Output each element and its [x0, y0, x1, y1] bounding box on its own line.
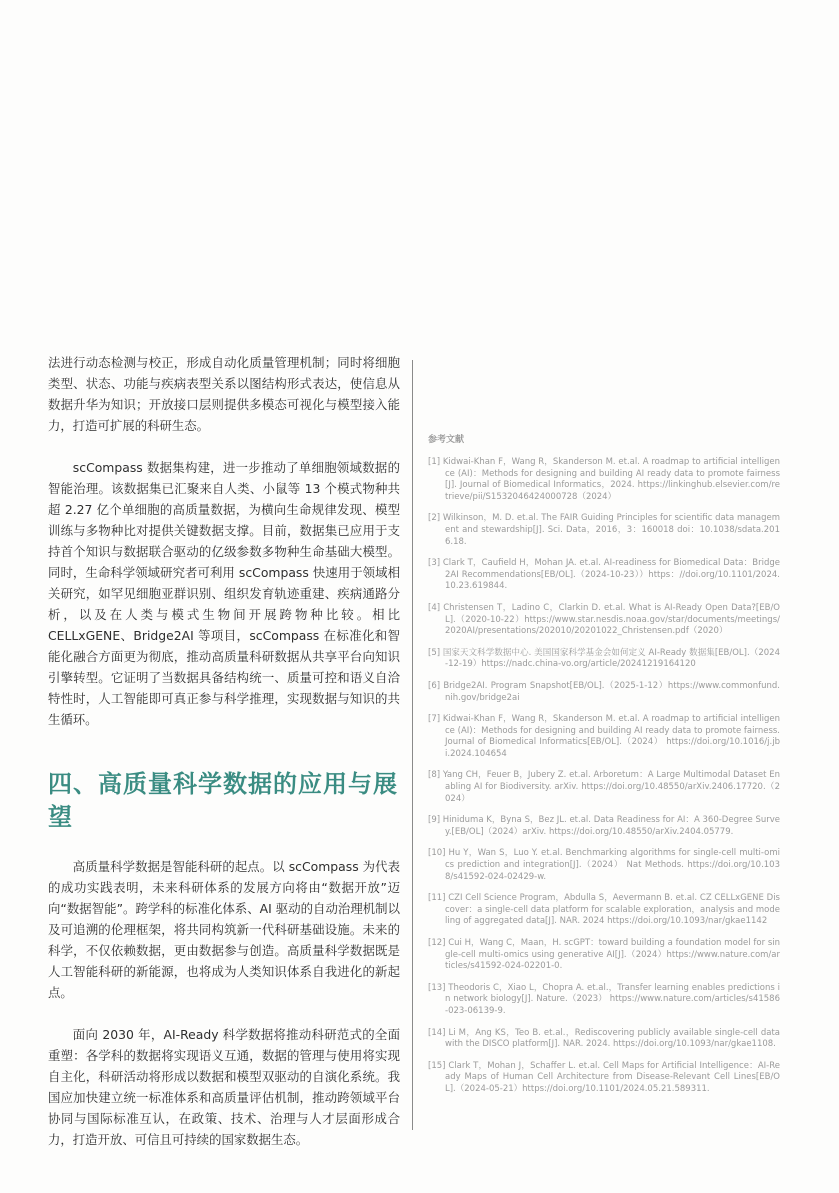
- reference-item: [11] CZI Cell Science Program，Abdulla S，Aevermann B. et.al. CZ CELLxGENE Discover：a single-cell data platform for scalable exploration，analysis and modeling of aggregated data[J]. NAR. 2024 https://doi.org/10.1093/nar/gkae1142: [428, 893, 780, 927]
- section-heading: 四、高质量科学数据的应用与展望: [48, 770, 398, 831]
- reference-item: [7] Kidwai-Khan F，Wang R，Skanderson M. et.al. A roadmap to artificial intelligence (AI)：Methods for designing and building AI ready data to promote fairness. Journal of Biomedical Informatics[EB/OL].（2024） https://doi.org/10.1016/j.jbi.2024.104654: [428, 714, 780, 759]
- reference-item: [8] Yang CH，Feuer B，Jubery Z. et.al. Arboretum：A Large Multimodal Dataset Enabling AI for Biodiversity. arXiv. https://doi.org/10.48550/arXiv.2406.17720.（2024）: [428, 770, 780, 804]
- body-paragraph-4: 面向 2030 年，AI-Ready 科学数据将推动科研范式的全面重塑：各学科的数据将实现语义互通，数据的管理与使用将实现自主化，科研活动将形成以数据和模型双驱动的自演化系统。我国应加快建立统一标准体系和高质量评估机制，推动跨领域平台协同与国际标准互认，在政策、技术、治理与人才层面形成合力，打造开放、可信且可持续的国家数据生态。: [48, 1027, 400, 1147]
- reference-item: [3] Clark T，Caufield H，Mohan JA. et.al. AI-readiness for Biomedical Data：Bridge2AI Recommendations[EB/OL].（2024-10-23））https：//doi.org/10.1101/2024.10.23.619844.: [428, 558, 780, 592]
- reference-item: [10] Hu Y，Wan S，Luo Y. et.al. Benchmarking algorithms for single-cell multi-omics prediction and integration[J].（2024） Nat Methods. https://doi.org/10.1038/s41592-024-02429-w.: [428, 848, 780, 882]
- reference-item: [12] Cui H，Wang C，Maan，H. scGPT：toward building a foundation model for single-cell multi-omics using generative AI[J].（2024）https://www.nature.com/articles/s41592-024-02201-0.: [428, 938, 780, 972]
- body-paragraph-3: 高质量科学数据是智能科研的起点。以 scCompass 为代表的成功实践表明，未来科研体系的发展方向将由“数据开放”迈向“数据智能”。跨学科的标准化体系、AI 驱动的自动治理机制以及可追溯的伦理框架，将共同构筑新一代科研基础设施。未来的科学，不仅依赖数据，更由数据参与创造。高质量科学数据既是人工智能科研的新能源，也将成为人类知识体系自我进化的新起点。: [48, 859, 400, 1000]
- reference-item: [4] Christensen T，Ladino C，Clarkin D. et.al. What is AI-Ready Open Data?[EB/OL].（2020-10-22）https://www.star.nesdis.noaa.gov/star/documents/meetings/2020AI/presentations/202010/20201022_Christensen.pdf（2020）: [428, 602, 780, 637]
- main-text-column: [48, 352, 400, 1150]
- reference-item: [13] Theodoris C，Xiao L，Chopra A. et.al.，Transfer learning enables predictions in network biology[J]. Nature.（2023） https://www.nature.com/articles/s41586-023-06139-9.: [428, 982, 780, 1016]
- references-column: [428, 432, 780, 1106]
- references-title: 参考文献: [428, 435, 465, 445]
- reference-item: [9] Hiniduma K，Byna S，Bez JL. et.al. Data Readiness for AI：A 360-Degree Survey.[EB/OL]（2024）arXiv. https://doi.org/10.48550/arXiv.2404.05779.: [428, 815, 780, 837]
- reference-item: [14] Li M，Ang KS，Teo B. et.al.，Rediscovering publicly available single-cell data with the DISCO platform[J]. NAR. 2024. https://doi.org/10.1093/nar/gkae1108.: [428, 1027, 780, 1050]
- reference-item: [15] Clark T，Mohan J，Schaffer L. et.al. Cell Maps for Artificial Intelligence：AI-Ready Maps of Human Cell Architecture from Disease-Relevant Cell Lines[EB/OL].（2024-05-21）https://doi.org/10.1101/2024.05.21.589311.: [428, 1060, 780, 1094]
- reference-item: [6] Bridge2AI. Program Snapshot[EB/OL].（2025-1-12）https://www.commonfund.nih.gov/bridge2ai: [428, 680, 780, 703]
- body-paragraph-1: 法进行动态检测与校正，形成自动化质量管理机制；同时将细胞类型、状态、功能与疾病表型关系以图结构形式表达，使信息从数据升华为知识；开放接口层则提供多模态可视化与模型接入能力，打造可扩展的科研生态。: [48, 355, 400, 433]
- reference-item: [2] Wilkinson，M. D. et.al. The FAIR Guiding Principles for scientific data management and stewardship[J]. Sci. Data，2016，3：160018 doi：10.1038/sdata.2016.18.: [428, 513, 780, 547]
- reference-item: [1] Kidwai-Khan F，Wang R，Skanderson M. et.al. A roadmap to artificial intelligence (AI)：Methods for designing and building AI ready data to promote fairness[J]. Journal of Biomedical Informatics，2024. https://linkinghub.elsevier.com/retrieve/pii/S1532046424000728（2024）: [428, 457, 780, 502]
- reference-item: [5] 国家天文科学数据中心. 美国国家科学基金会如何定义 AI-Ready 数据集[EB/OL].（2024-12-19）https://nadc.china-vo.org/article/20241219164120: [428, 647, 780, 670]
- reference-list: [428, 457, 780, 1096]
- column-divider: [412, 360, 413, 1130]
- body-paragraph-2: scCompass 数据集构建，进一步推动了单细胞领域数据的智能治理。该数据集已汇聚来自人类、小鼠等 13 个模式物种共超 2.27 亿个单细胞的高质量数据，为横向生命规律发现、模型训练与多物种比对提供关键数据支撑。目前，数据集已应用于支持首个知识与数据联合驱动的亿级参数多物种生命基础大模型。同时，生命科学领域研究者可利用 scCompass 快速用于领域相关研究，如罕见细胞亚群识别、组织发育轨迹重建、疾病通路分析，以及在人类与模式生物间开展跨物种比较。相比 CELLxGENE、Bridge2AI 等项目，scCompass 在标准化和智能化融合方面更为彻底，推动高质量科研数据从共享平台向知识引擎转型。它证明了当数据具备结构统一、质量可控和语义自洽特性时，人工智能即可真正参与科学推理，实现数据与知识的共生循环。: [48, 460, 400, 727]
